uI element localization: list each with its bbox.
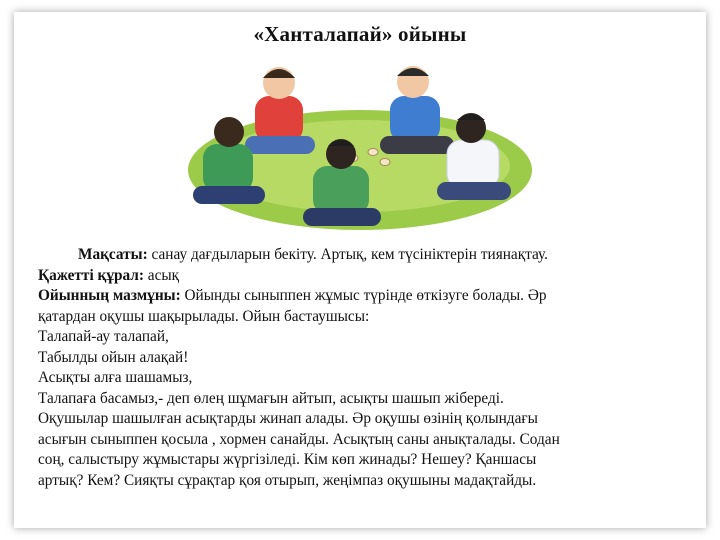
text-line: Талапаға басамыз,- деп өлең шұмағын айтып, асықты шашып жібереді. (38, 389, 504, 407)
text-line: Табылды ойын алақай! (38, 348, 189, 366)
tool-label: Қажетті құрал: (38, 266, 144, 284)
goal-label: Мақсаты: (78, 246, 148, 263)
text-line: соң, салыстыру жұмыстары жүргізіледі. Кім көп жинады? Нешеу? Қаншасы (38, 451, 537, 468)
text-line: Оқушылар шашылған асықтарды жинап алады. Әр оқушы өзінің қолындағы (38, 410, 538, 427)
text-line: Талапай-ау талапай, (38, 328, 169, 345)
asyk-piece (380, 159, 390, 166)
goal-text: санау дағдыларын бекіту. Артық, кем түсініктерін тиянақтау. (147, 246, 548, 263)
content-text: Ойынды сыныппен жұмыс түрінде өткізуге болады. Әр (180, 287, 547, 304)
children-playing-in-circle-illustration (185, 58, 535, 233)
tool-text: асық (143, 266, 180, 284)
slide-title: «Ханталапай» ойыны (253, 22, 467, 46)
content-label: Ойынның мазмұны: (38, 287, 181, 304)
child-red-shirt (245, 67, 315, 154)
child-blue-shirt (380, 66, 454, 154)
text-line: қатардан оқушы шақырылады. Ойын бастаушысы: (38, 307, 370, 325)
text-line: асығын сыныппен қосыла , хормен санайды. Асықтың саны анықталады. Содан (38, 430, 560, 448)
asyk-piece (368, 149, 378, 156)
content-line (38, 286, 678, 307)
text-line: Асықты алға шашамыз, (38, 369, 193, 386)
tool-line (38, 266, 678, 287)
goal-line (38, 245, 678, 266)
game-description (38, 245, 678, 491)
text-line: артық? Кем? Сияқты сұрақтар қоя отырып, жеңімпаз оқушыны мадақтайды. (38, 471, 537, 489)
